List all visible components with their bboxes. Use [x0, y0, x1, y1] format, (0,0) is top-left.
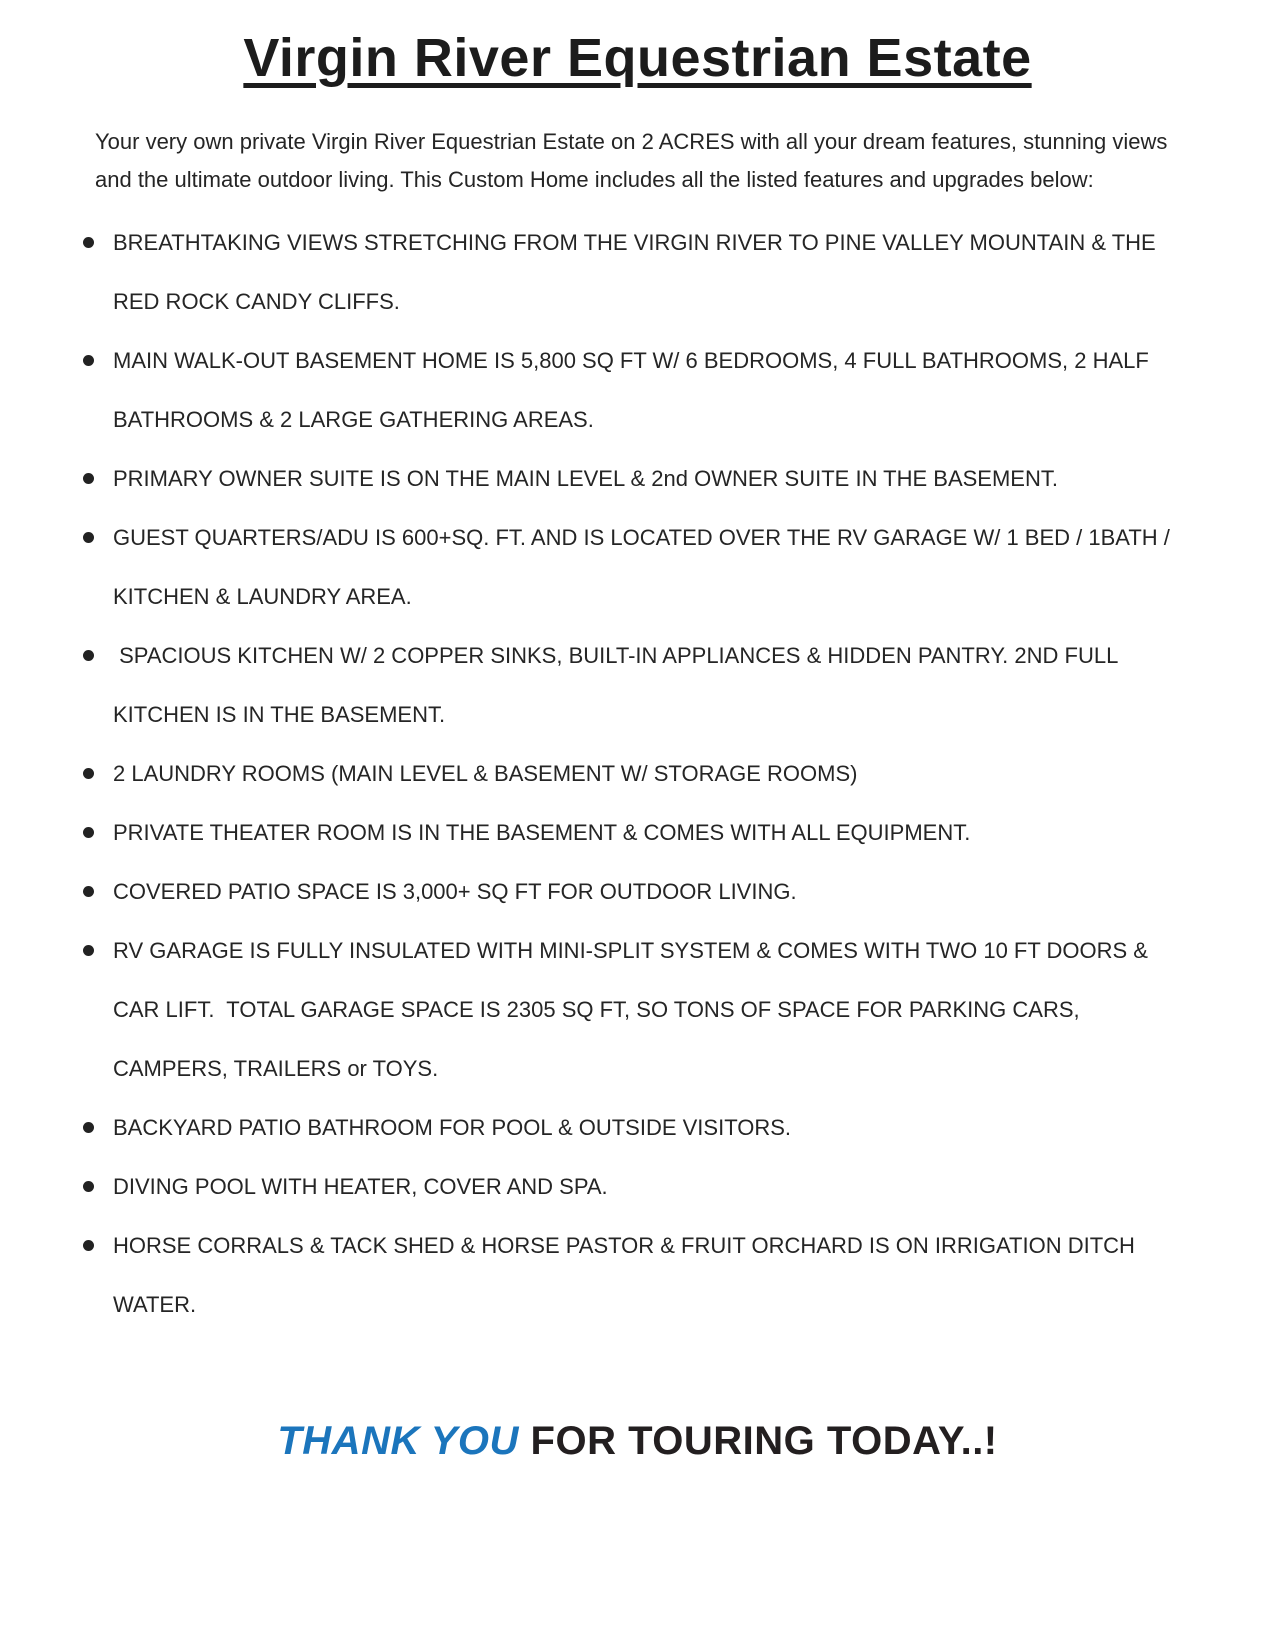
list-item: BREATHTAKING VIEWS STRETCHING FROM THE VIRGIN RIVER TO PINE VALLEY MOUNTAIN & THE RED ROCK CANDY CLIFFS. [113, 213, 1173, 331]
list-item: HORSE CORRALS & TACK SHED & HORSE PASTOR & FRUIT ORCHARD IS ON IRRIGATION DITCH WATER. [113, 1216, 1173, 1334]
list-item: DIVING POOL WITH HEATER, COVER AND SPA. [113, 1157, 1173, 1216]
list-item: RV GARAGE IS FULLY INSULATED WITH MINI-SPLIT SYSTEM & COMES WITH TWO 10 FT DOORS & CAR LIFT. TOTAL GARAGE SPACE IS 2305 SQ FT, SO TONS OF SPACE FOR PARKING CARS, CAMPERS, TRAILERS or TOYS. [113, 921, 1173, 1098]
list-item: 2 LAUNDRY ROOMS (MAIN LEVEL & BASEMENT W/ STORAGE ROOMS) [113, 744, 1173, 803]
list-item: PRIVATE THEATER ROOM IS IN THE BASEMENT & COMES WITH ALL EQUIPMENT. [113, 803, 1173, 862]
list-item: GUEST QUARTERS/ADU IS 600+SQ. FT. AND IS LOCATED OVER THE RV GARAGE W/ 1 BED / 1BATH / KITCHEN & LAUNDRY AREA. [113, 508, 1173, 626]
intro-paragraph: Your very own private Virgin River Equestrian Estate on 2 ACRES with all your dream features, stunning views and the ultimate outdoor living. This Custom Home includes all the listed features and upgrades below: [95, 129, 1168, 192]
thank-you-line [0, 1419, 1275, 1464]
list-item: SPACIOUS KITCHEN W/ 2 COPPER SINKS, BUILT-IN APPLIANCES & HIDDEN PANTRY. 2ND FULL KITCHEN IS IN THE BASEMENT. [113, 626, 1173, 744]
page-title: Virgin River Equestrian Estate [243, 28, 1032, 88]
list-item: PRIMARY OWNER SUITE IS ON THE MAIN LEVEL & 2nd OWNER SUITE IN THE BASEMENT. [113, 449, 1173, 508]
list-item: MAIN WALK-OUT BASEMENT HOME IS 5,800 SQ FT W/ 6 BEDROOMS, 4 FULL BATHROOMS, 2 HALF BATHROOMS & 2 LARGE GATHERING AREAS. [113, 331, 1173, 449]
features-list [0, 213, 1177, 1334]
thank-you-highlight: THANK YOU [277, 1419, 519, 1463]
thank-you-rest: FOR TOURING TODAY..! [518, 1419, 998, 1463]
list-item: BACKYARD PATIO BATHROOM FOR POOL & OUTSIDE VISITORS. [113, 1098, 1173, 1157]
list-item: COVERED PATIO SPACE IS 3,000+ SQ FT FOR OUTDOOR LIVING. [113, 862, 1173, 921]
